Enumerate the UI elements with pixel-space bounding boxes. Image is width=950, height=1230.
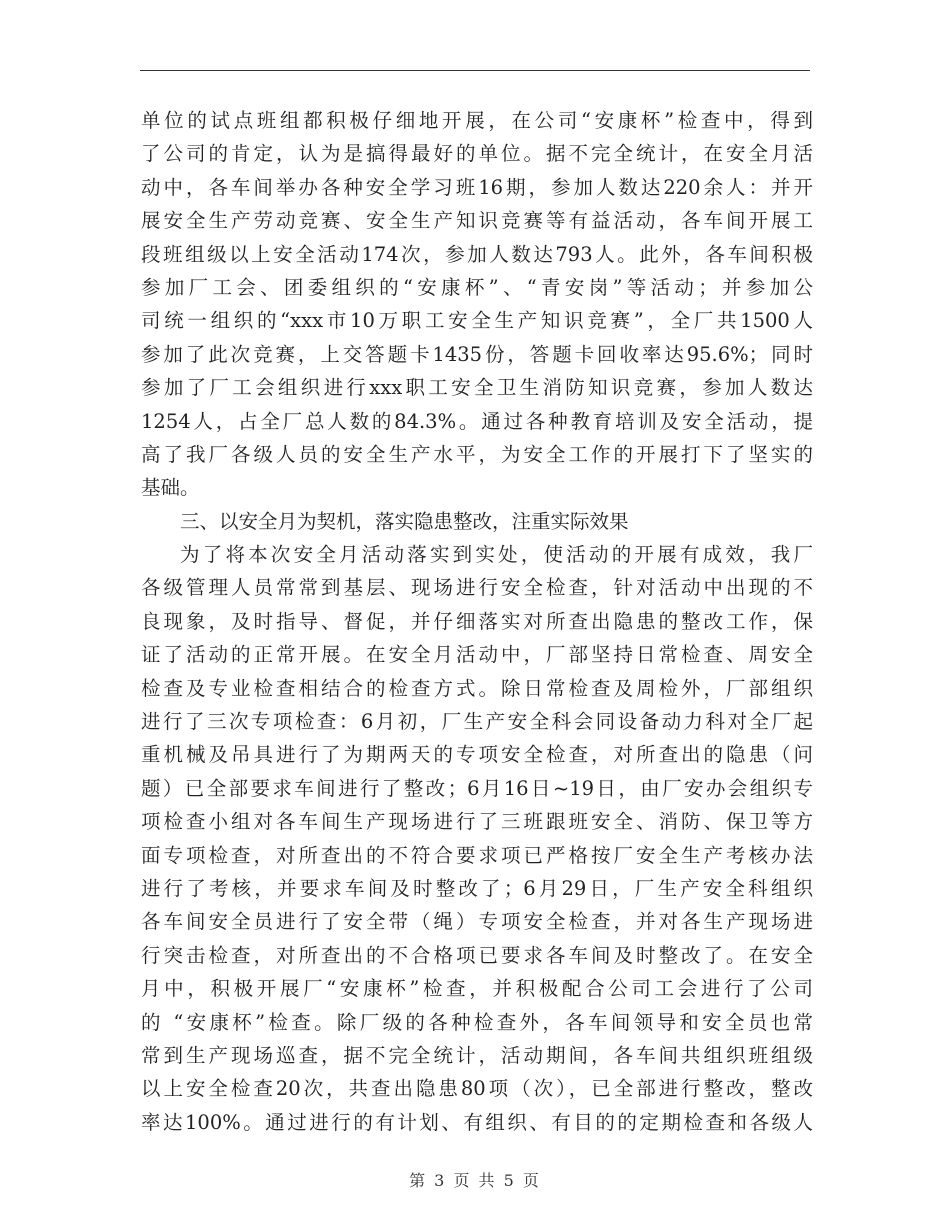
- text-line: 面专项检查，对所查出的不符合要求项已严格按厂安全生产考核办法: [141, 843, 813, 867]
- text-line: 各车间安全员进行了安全带（绳）专项安全检查，并对各生产现场进: [141, 910, 813, 934]
- text-line: 为了将本次安全月活动落实到实处，使活动的开展有成效，我厂: [180, 543, 813, 567]
- text-line: 各级管理人员常常到基层、现场进行安全检查，针对活动中出现的不: [141, 576, 813, 600]
- text-line: 进行了三次专项检查：6月初，厂生产安全科会同设备动力科对全厂起: [141, 710, 813, 734]
- text-line: 题）已全部要求车间进行了整改；6月16日~19日，由厂安办会组织专: [141, 776, 813, 800]
- text-line: 参加厂工会、团委组织的“安康杯”、“青安岗”等活动；并参加公: [141, 275, 813, 299]
- text-line: 了公司的肯定，认为是搞得最好的单位。据不完全统计，在安全月活: [141, 142, 813, 166]
- text-line: 证了活动的正常开展。在安全月活动中，厂部坚持日常检查、周安全: [141, 643, 813, 667]
- text-line: 月中，积极开展厂“安康杯”检查，并积极配合公司工会进行了公司: [141, 977, 813, 1001]
- text-line: 常到生产现场巡查，据不完全统计，活动期间，各车间共组织班组级: [141, 1043, 813, 1067]
- text-line: 参加了此次竞赛，上交答题卡1435份，答题卡回收率达95.6%；同时: [141, 342, 813, 366]
- text-line: 的 “安康杯”检查。除厂级的各种检查外，各车间领导和安全员也常: [141, 1010, 813, 1034]
- text-line: 良现象，及时指导、督促，并仔细落实对所查出隐患的整改工作，保: [141, 609, 813, 633]
- text-line: 重机械及吊具进行了为期两天的专项安全检查，对所查出的隐患（问: [141, 743, 813, 767]
- document-body: [141, 104, 813, 1139]
- text-line: 展安全生产劳动竞赛、安全生产知识竞赛等有益活动，各车间开展工: [141, 209, 813, 233]
- header-rule: [140, 70, 810, 71]
- text-line: 率达100%。通过进行的有计划、有组织、有目的的定期检查和各级人: [141, 1110, 813, 1134]
- page-number: 第 3 页 共 5 页: [409, 1171, 541, 1190]
- text-line: 进行了考核，并要求车间及时整改了；6月29日，厂生产安全科组织: [141, 876, 813, 900]
- text-line: 三、以安全月为契机，落实隐患整改，注重实际效果: [180, 509, 629, 533]
- text-line: 司统一组织的“xxx市10万职工安全生产知识竞赛”，全厂共1500人: [141, 309, 813, 333]
- text-line: 高了我厂各级人员的安全生产水平，为安全工作的开展打下了坚实的: [141, 442, 813, 466]
- text-line: 段班组级以上安全活动174次，参加人数达793人。此外，各车间积极: [141, 242, 813, 266]
- text-line: 行突击检查，对所查出的不合格项已要求各车间及时整改了。在安全: [141, 943, 813, 967]
- text-line: 检查及专业检查相结合的检查方式。除日常检查及周检外，厂部组织: [141, 676, 813, 700]
- text-line: 1254人，占全厂总人数的84.3%。通过各种教育培训及安全活动，提: [141, 409, 813, 433]
- text-line: 单位的试点班组都积极仔细地开展，在公司“安康杯”检查中，得到: [141, 109, 813, 132]
- text-line: 参加了厂工会组织进行xxx职工安全卫生消防知识竞赛，参加人数达: [141, 376, 813, 400]
- text-line: 以上安全检查20次，共查出隐患80项（次），已全部进行整改，整改: [141, 1077, 813, 1101]
- text-line: 项检查小组对各车间生产现场进行了三班跟班安全、消防、保卫等方: [141, 810, 813, 834]
- text-line: 基础。: [141, 476, 200, 500]
- text-line: 动中，各车间举办各种安全学习班16期，参加人数达220余人：并开: [141, 175, 813, 199]
